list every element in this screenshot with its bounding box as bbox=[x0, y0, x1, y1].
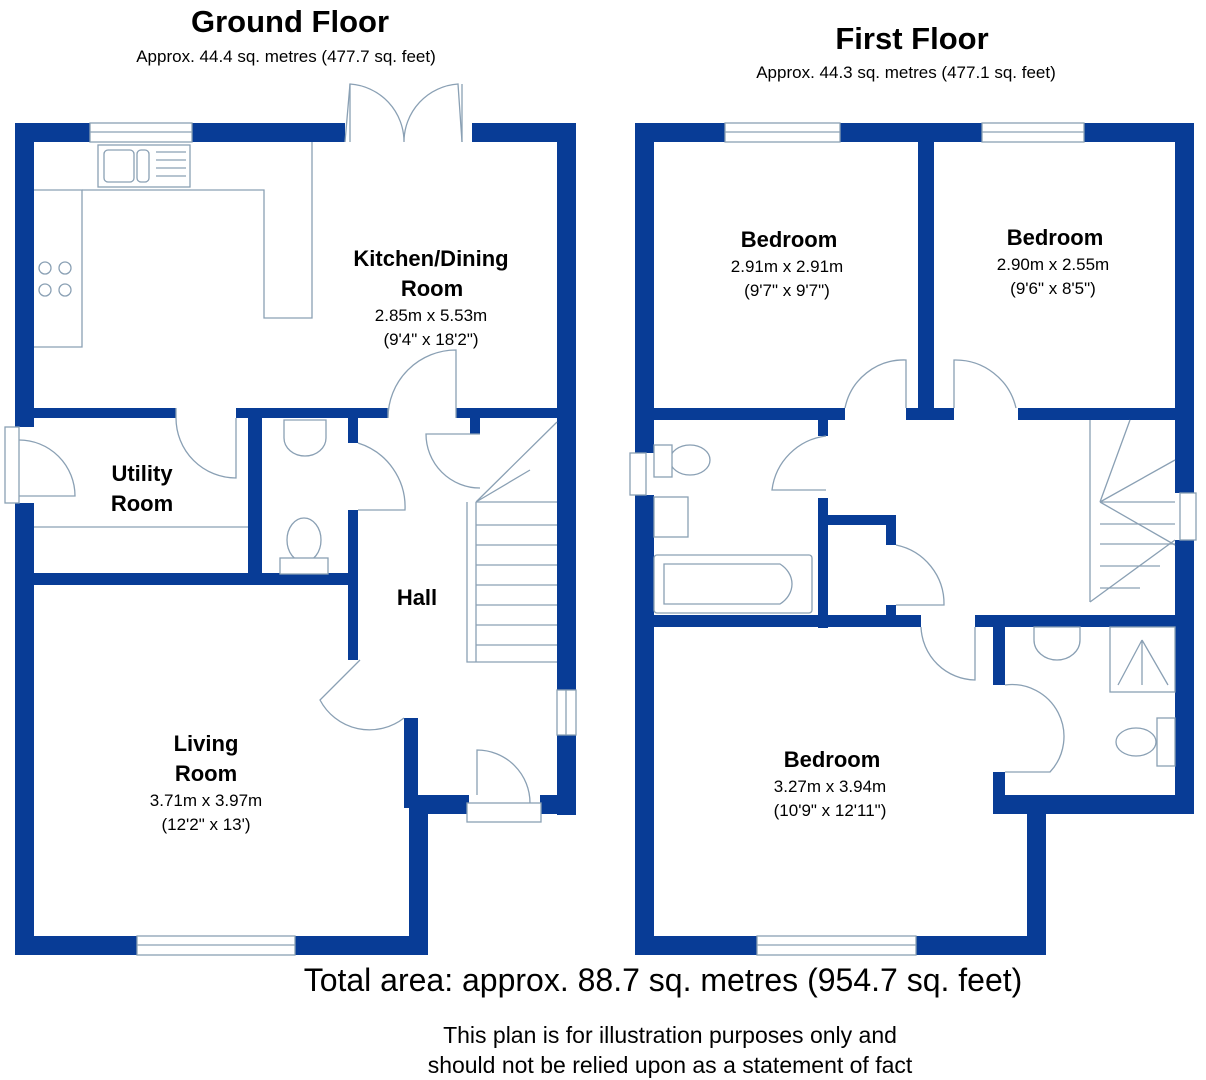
first-floor-area: Approx. 44.3 sq. metres (477.1 sq. feet) bbox=[756, 63, 1056, 82]
ground-floor-title: Ground Floor bbox=[190, 4, 390, 39]
disclaimer-line-1: This plan is for illustration purposes only and bbox=[443, 1022, 897, 1048]
wall bbox=[975, 615, 1185, 627]
wall bbox=[993, 615, 1005, 685]
hob-icon bbox=[39, 262, 71, 296]
wall bbox=[635, 123, 654, 453]
kitchen-size-m: 2.85m x 5.53m bbox=[374, 306, 488, 325]
bedroom1-size-ft: (9'7" x 9'7") bbox=[744, 281, 830, 300]
toilet-icon bbox=[670, 445, 710, 475]
wall bbox=[456, 408, 562, 418]
wall bbox=[28, 573, 358, 585]
door bbox=[1005, 685, 1064, 772]
wall bbox=[295, 936, 428, 955]
utility-name-line1: Utility bbox=[111, 461, 173, 486]
bedroom1-name: Bedroom bbox=[740, 227, 838, 252]
bedroom1-size-m: 2.91m x 2.91m bbox=[730, 257, 844, 276]
bedroom2-name: Bedroom bbox=[1006, 225, 1104, 250]
kitchen-size-ft: (9'4" x 18'2") bbox=[383, 330, 479, 349]
bedroom2-size-ft: (9'6" x 8'5") bbox=[1010, 279, 1096, 298]
first-floor-plan bbox=[630, 123, 1196, 955]
basin-icon bbox=[654, 497, 688, 537]
wall bbox=[886, 515, 896, 545]
front-door bbox=[477, 750, 530, 803]
living-name-line2: Room bbox=[174, 761, 238, 786]
disclaimer-line-2: should not be relied upon as a statement of fact bbox=[427, 1052, 913, 1078]
toilet-icon bbox=[287, 518, 321, 562]
basin-icon bbox=[284, 420, 326, 456]
kitchen-name-line2: Room bbox=[400, 276, 464, 301]
wall bbox=[918, 142, 934, 420]
living-name-line1: Living bbox=[173, 731, 239, 756]
window bbox=[1180, 493, 1196, 540]
wall bbox=[916, 936, 1046, 955]
wall bbox=[906, 408, 954, 420]
bedroom2-size-m: 2.90m x 2.55m bbox=[996, 255, 1110, 274]
stairs bbox=[467, 422, 557, 662]
wall bbox=[540, 795, 576, 814]
wall bbox=[15, 123, 34, 427]
wall bbox=[248, 408, 262, 576]
living-size-m: 3.71m x 3.97m bbox=[149, 791, 263, 810]
wall bbox=[404, 718, 418, 808]
door bbox=[19, 440, 75, 496]
wall bbox=[635, 936, 757, 955]
sink-icon bbox=[98, 145, 190, 187]
wall bbox=[15, 936, 137, 955]
wall bbox=[409, 795, 428, 955]
kitchen-name-line1: Kitchen/Dining bbox=[353, 246, 509, 271]
wall bbox=[1175, 540, 1194, 814]
bedroom3-size-m: 3.27m x 3.94m bbox=[773, 777, 887, 796]
french-door bbox=[345, 84, 462, 142]
ground-floor-plan bbox=[5, 84, 576, 955]
wall bbox=[993, 772, 1005, 814]
toilet-icon bbox=[1116, 728, 1156, 756]
living-size-ft: (12'2" x 13') bbox=[161, 815, 251, 834]
wall bbox=[557, 123, 576, 690]
door bbox=[845, 360, 906, 408]
wall bbox=[15, 503, 34, 955]
utility-name-line2: Room bbox=[110, 491, 174, 516]
bedroom3-size-ft: (10'9" x 12'11") bbox=[773, 801, 887, 820]
wall bbox=[1027, 795, 1046, 955]
door bbox=[426, 434, 480, 488]
wall bbox=[348, 408, 358, 443]
door bbox=[896, 545, 944, 605]
wall bbox=[635, 495, 654, 955]
wall bbox=[993, 795, 1194, 814]
kitchen-counter bbox=[34, 190, 82, 347]
wall bbox=[818, 515, 896, 525]
door bbox=[772, 436, 826, 490]
wall bbox=[1018, 408, 1184, 420]
stairs bbox=[1090, 420, 1175, 602]
window bbox=[630, 453, 646, 495]
door bbox=[388, 350, 456, 418]
wall bbox=[470, 418, 480, 434]
door bbox=[320, 660, 404, 730]
wall bbox=[645, 615, 921, 627]
ground-floor-area: Approx. 44.4 sq. metres (477.7 sq. feet) bbox=[136, 47, 436, 66]
door bbox=[358, 443, 405, 510]
total-area: Total area: approx. 88.7 sq. metres (954.7 sq. feet) bbox=[303, 962, 1023, 998]
wall bbox=[28, 408, 176, 418]
disclaimer bbox=[0, 1020, 1206, 1080]
wall bbox=[1175, 123, 1194, 493]
basin-icon bbox=[1034, 627, 1080, 660]
door bbox=[954, 360, 1016, 408]
threshold bbox=[467, 803, 541, 822]
window bbox=[5, 427, 19, 503]
door bbox=[921, 627, 975, 680]
hall-name: Hall bbox=[396, 585, 438, 610]
bedroom3-name: Bedroom bbox=[783, 747, 881, 772]
wall bbox=[635, 123, 1194, 142]
door bbox=[176, 408, 236, 478]
wall bbox=[818, 418, 828, 436]
first-floor-title: First Floor bbox=[835, 21, 989, 56]
wall bbox=[645, 408, 845, 420]
